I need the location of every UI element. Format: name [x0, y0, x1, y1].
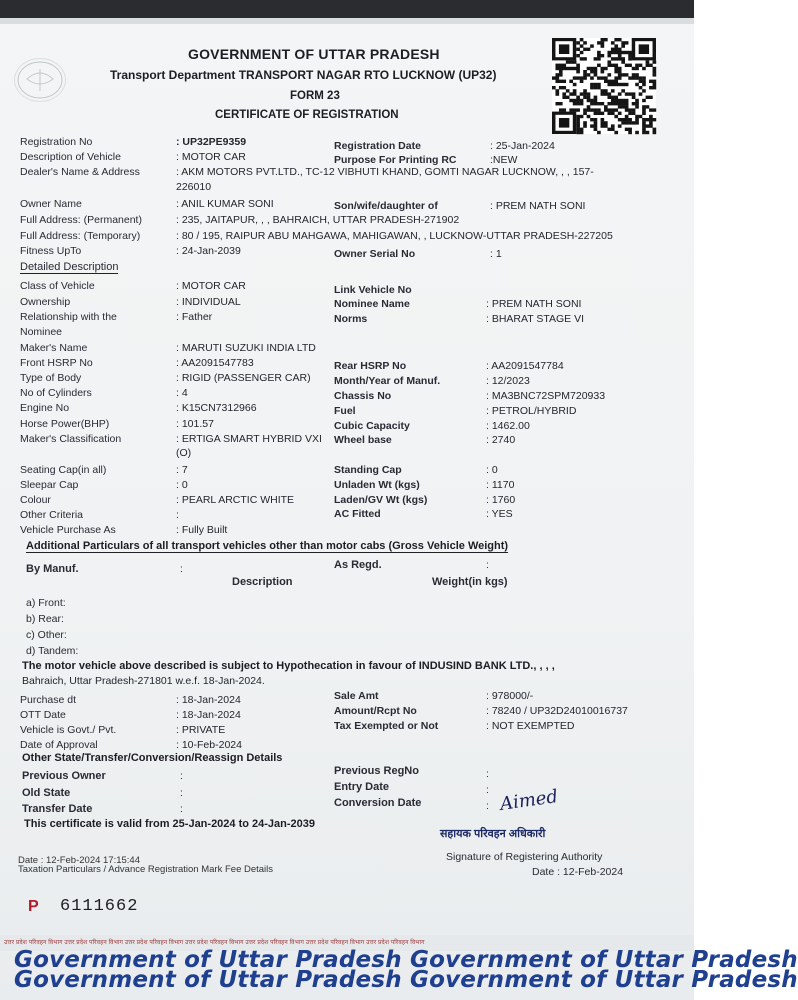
value-govt-pvt: : PRIVATE	[176, 724, 226, 736]
detail-label: Vehicle Purchase As	[20, 524, 116, 536]
transfer-heading: Other State/Transfer/Conversion/Reassign Details	[22, 752, 283, 764]
detail-value: : Fully Built	[176, 524, 228, 536]
detail-label: Ownership	[20, 296, 71, 308]
header-department: Transport Department TRANSPORT NAGAR RTO LUCKNOW (UP32)	[110, 68, 497, 82]
label-son-of: Son/wife/daughter of	[334, 200, 438, 212]
detail-value: : MOTOR CAR	[176, 280, 246, 292]
signature-date: Date : 12-Feb-2024	[532, 866, 624, 878]
detail-label: Colour	[20, 494, 51, 506]
detail-value: : K15CN7312966	[176, 402, 257, 414]
header-government: GOVERNMENT OF UTTAR PRADESH	[188, 46, 440, 62]
detail-value: : 101.57	[176, 418, 214, 430]
label-owner-name: Owner Name	[20, 198, 82, 210]
footer-banner-1: Government of Uttar Pradesh Government of Uttar Pradesh	[14, 947, 798, 973]
signature-label: Signature of Registering Authority	[446, 851, 603, 863]
detail-value: : 0	[486, 464, 498, 476]
additional-particulars-heading	[26, 540, 508, 552]
as-regd-label: As Regd.	[334, 559, 382, 571]
footer-banner-2: Government of Uttar Pradesh Government of Uttar Pradesh	[14, 967, 798, 993]
description-column-header: Description	[232, 576, 293, 588]
detail-value: : AA2091547783	[176, 357, 254, 369]
weight-column-header: Weight(in kgs)	[432, 576, 508, 588]
value-owner-name: : ANIL KUMAR SONI	[176, 198, 274, 210]
detail-label: Fuel	[334, 405, 356, 417]
detail-value: : MARUTI SUZUKI INDIA LTD	[176, 342, 316, 354]
detail-value: : PEARL ARCTIC WHITE	[176, 494, 295, 506]
label-transfer-date: Transfer Date	[22, 803, 93, 815]
detail-label: Nominee Name	[334, 298, 410, 310]
by-manuf-label: By Manuf.	[26, 563, 79, 575]
colon-previous-owner: :	[180, 770, 183, 782]
detail-value: : INDIVIDUAL	[176, 296, 241, 308]
axle-tandem: d) Tandem:	[26, 645, 79, 657]
detail-value: : Father	[176, 311, 213, 323]
detail-label: Chassis No	[334, 390, 392, 402]
label-purpose-printing: Purpose For Printing RC	[334, 154, 457, 166]
detail-label: Relationship with the	[20, 311, 117, 323]
serial-prefix: P	[28, 898, 39, 915]
detail-value: : 1170	[486, 479, 515, 491]
up-emblem-icon	[14, 58, 66, 102]
value-fitness-upto: : 24-Jan-2039	[176, 245, 241, 257]
detail-value: : 1760	[486, 494, 516, 506]
detail-label: Rear HSRP No	[334, 360, 407, 372]
additional-particulars-text: Additional Particulars of all transport vehicles other than motor cabs (Gross Vehicle Weight)	[26, 540, 509, 552]
top-light-band	[0, 18, 694, 24]
value-dealer-pin: 226010	[176, 181, 212, 193]
value-date-approval: : 10-Feb-2024	[176, 739, 242, 751]
detail-value: : AA2091547784	[486, 360, 564, 372]
axle-other: c) Other:	[26, 629, 67, 641]
label-amount-rcpt: Amount/Rcpt No	[334, 705, 417, 717]
value-registration-no: : UP32PE9359	[176, 136, 247, 148]
detail-label: Other Criteria	[20, 509, 84, 521]
label-registration-no: Registration No	[20, 136, 93, 148]
colon-conversion-date: :	[486, 800, 489, 812]
label-ott-date: OTT Date	[20, 709, 66, 721]
label-fitness-upto: Fitness UpTo	[20, 245, 82, 257]
value-registration-date: : 25-Jan-2024	[490, 140, 555, 152]
value-son-of: : PREM NATH SONI	[490, 200, 586, 212]
detail-label: Sleepar Cap	[20, 479, 79, 491]
detail-label: Class of Vehicle	[20, 280, 95, 292]
label-date-approval: Date of Approval	[20, 739, 98, 751]
value-permanent-address: : 235, JAITAPUR, , , BAHRAICH, UTTAR PRADESH-271902	[176, 214, 460, 226]
top-dark-band	[0, 0, 694, 18]
label-purchase-dt: Purchase dt	[20, 694, 77, 706]
hypothecation-line2: Bahraich, Uttar Pradesh-271801 w.e.f. 18-Jan-2024.	[22, 675, 265, 687]
print-date: Date : 12-Feb-2024 17:15:44	[18, 855, 141, 866]
officer-signature: Aimed	[498, 786, 560, 815]
label-description-of-vehicle: Description of Vehicle	[20, 151, 121, 163]
qr-code-icon	[552, 38, 656, 134]
detail-value: : PREM NATH SONI	[486, 298, 582, 310]
microtext: उत्तर प्रदेश परिवहन विभाग उत्तर प्रदेश परिवहन विभाग उत्तर प्रदेश परिवहन विभाग उत्तर प्रदेश परिवहन विभाग उत्तर प्रदेश परिवहन विभाग उत्तर प्रदेश परिवहन विभाग उत्तर प्रदेश परिवहन विभाग	[4, 940, 425, 946]
label-entry-date: Entry Date	[334, 781, 390, 793]
label-sale-amt: Sale Amt	[334, 690, 379, 702]
label-govt-pvt: Vehicle is Govt./ Pvt.	[20, 724, 117, 736]
by-manuf-colon: :	[180, 563, 183, 575]
label-previous-regno: Previous RegNo	[334, 765, 419, 777]
hypothecation-line1: The motor vehicle above described is subject to Hypothecation in favour of INDUSIND BANK LTD., , , ,	[22, 660, 555, 672]
detail-label: Engine No	[20, 402, 70, 414]
label-tax-exempted: Tax Exempted or Not	[334, 720, 439, 732]
value-temporary-address: : 80 / 195, RAIPUR ABU MAHGAWA, MAHIGAWAN, , LUCKNOW-UTTAR PRADESH-227205	[176, 230, 613, 242]
detail-value: :	[176, 509, 179, 521]
detail-value: (O)	[176, 447, 192, 459]
detail-value: : BHARAT STAGE VI	[486, 313, 585, 325]
detail-value: : ERTIGA SMART HYBRID VXI	[176, 433, 322, 445]
detail-label: Laden/GV Wt (kgs)	[334, 494, 428, 506]
detail-value: : 0	[176, 479, 188, 491]
detail-value: : MA3BNC72SPM720933	[486, 390, 606, 402]
detail-label: AC Fitted	[334, 508, 381, 520]
value-purchase-dt: : 18-Jan-2024	[176, 694, 241, 706]
label-registration-date: Registration Date	[334, 140, 421, 152]
detail-label: Horse Power(BHP)	[20, 418, 110, 430]
detail-label: Nominee	[20, 326, 63, 338]
validity-statement: This certificate is valid from 25-Jan-2024 to 24-Jan-2039	[24, 818, 316, 830]
detail-value: : PETROL/HYBRID	[486, 405, 577, 417]
header-certificate-title: CERTIFICATE OF REGISTRATION	[215, 109, 399, 121]
detail-value: : 2740	[486, 434, 516, 446]
value-description-of-vehicle: : MOTOR CAR	[176, 151, 246, 163]
detail-label: Front HSRP No	[20, 357, 93, 369]
detail-label: Type of Body	[20, 372, 82, 384]
header-form: FORM 23	[290, 90, 340, 102]
as-regd-colon: :	[486, 559, 489, 571]
detail-value: : 1462.00	[486, 420, 530, 432]
value-sale-amt: : 978000/-	[486, 690, 534, 702]
detail-label: Cubic Capacity	[334, 420, 410, 432]
detailed-description-heading: Detailed Description	[20, 261, 119, 273]
label-dealer: Dealer's Name & Address	[20, 166, 140, 178]
detail-label: Unladen Wt (kgs)	[334, 479, 420, 491]
serial-number: 6111662	[60, 897, 139, 916]
detail-value: : 7	[176, 464, 188, 476]
axle-rear: b) Rear:	[26, 613, 64, 625]
detail-value: : YES	[486, 508, 513, 520]
detail-value: : 4	[176, 387, 188, 399]
label-permanent-address: Full Address: (Permanent)	[20, 214, 142, 226]
label-conversion-date: Conversion Date	[334, 797, 422, 809]
detail-value: : 12/2023	[486, 375, 530, 387]
value-dealer: : AKM MOTORS PVT.LTD., TC-12 VIBHUTI KHAND, GOMTI NAGAR LUCKNOW, , , 157-	[176, 166, 594, 178]
detail-label: Standing Cap	[334, 464, 402, 476]
value-purpose-printing: :NEW	[490, 154, 518, 166]
detail-label: Maker's Name	[20, 342, 88, 354]
value-amount-rcpt: : 78240 / UP32D24010016737	[486, 705, 628, 717]
colon-transfer-date: :	[180, 803, 183, 815]
detail-label: Wheel base	[334, 434, 392, 446]
taxation-particulars: Taxation Particulars / Advance Registration Mark Fee Details	[18, 864, 274, 875]
label-temporary-address: Full Address: (Temporary)	[20, 230, 141, 242]
colon-old-state: :	[180, 787, 183, 799]
detail-label: Link Vehicle No	[334, 284, 412, 296]
detail-label: Seating Cap(in all)	[20, 464, 107, 476]
detail-value: : RIGID (PASSENGER CAR)	[176, 372, 311, 384]
axle-front: a) Front:	[26, 597, 66, 609]
colon-entry-date: :	[486, 784, 489, 796]
detail-label: Maker's Classification	[20, 433, 122, 445]
label-old-state: Old State	[22, 787, 71, 799]
value-tax-exempted: : NOT EXEMPTED	[486, 720, 575, 732]
label-owner-serial: Owner Serial No	[334, 248, 416, 260]
value-owner-serial: : 1	[490, 248, 502, 260]
detail-label: No of Cylinders	[20, 387, 92, 399]
label-previous-owner: Previous Owner	[22, 770, 106, 782]
detail-label: Month/Year of Manuf.	[334, 375, 441, 387]
colon-previous-regno: :	[486, 768, 489, 780]
detail-label: Norms	[334, 313, 368, 325]
value-ott-date: : 18-Jan-2024	[176, 709, 241, 721]
authority-stamp: सहायक परिवहन अधिकारी	[440, 828, 546, 840]
